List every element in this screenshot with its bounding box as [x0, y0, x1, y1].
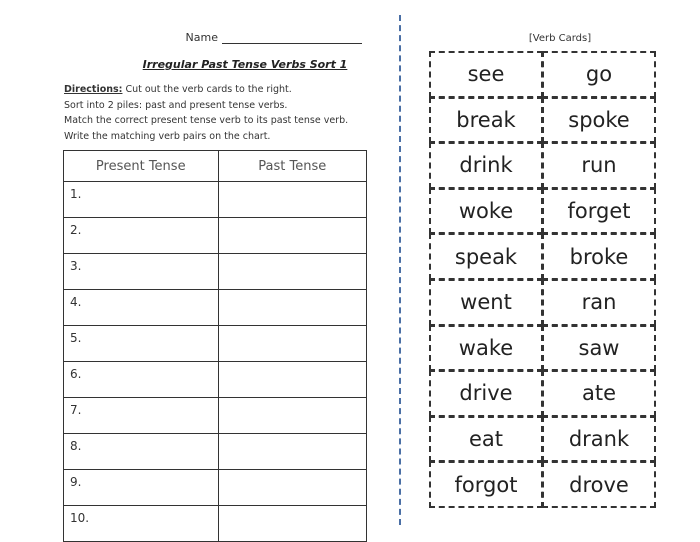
chart-row — [64, 434, 367, 470]
directions-line-4: Write the matching verb pairs on the chart. — [64, 130, 271, 142]
verb-card[interactable]: eat — [429, 416, 543, 463]
past-cell[interactable] — [218, 470, 366, 506]
verb-card[interactable]: woke — [429, 188, 543, 235]
past-cell[interactable] — [218, 254, 366, 290]
verb-card[interactable]: drank — [542, 416, 656, 463]
present-cell[interactable]: 2. — [64, 218, 219, 254]
past-cell[interactable] — [218, 290, 366, 326]
verb-card[interactable]: break — [429, 97, 543, 144]
present-cell[interactable]: 6. — [64, 362, 219, 398]
directions-line-2: Sort into 2 piles: past and present tense verbs. — [64, 99, 288, 111]
verb-chart — [63, 150, 367, 542]
name-label: Name — [185, 31, 218, 44]
chart-row — [64, 398, 367, 434]
chart-row — [64, 254, 367, 290]
directions — [64, 82, 384, 144]
verb-card[interactable]: forgot — [429, 461, 543, 508]
past-cell[interactable] — [218, 326, 366, 362]
verb-card[interactable]: saw — [542, 325, 656, 372]
chart-row — [64, 218, 367, 254]
verb-card[interactable]: drive — [429, 370, 543, 417]
chart-row — [64, 290, 367, 326]
chart-header-row — [64, 151, 367, 182]
chart-row — [64, 326, 367, 362]
chart-row — [64, 362, 367, 398]
cut-line-divider — [399, 15, 401, 525]
past-tense-header: Past Tense — [218, 151, 366, 182]
verb-card[interactable]: speak — [429, 233, 543, 280]
directions-line-3: Match the correct present tense verb to its past tense verb. — [64, 115, 349, 126]
present-cell[interactable]: 7. — [64, 398, 219, 434]
past-cell[interactable] — [218, 434, 366, 470]
verb-card[interactable]: drink — [429, 142, 543, 189]
name-line[interactable] — [222, 43, 362, 44]
present-cell[interactable]: 4. — [64, 290, 219, 326]
verb-card[interactable]: spoke — [542, 97, 656, 144]
directions-lead: Directions: — [64, 84, 123, 95]
verb-card[interactable]: see — [429, 51, 543, 98]
past-cell[interactable] — [218, 362, 366, 398]
present-cell[interactable]: 8. — [64, 434, 219, 470]
chart-row — [64, 470, 367, 506]
present-cell[interactable]: 10. — [64, 506, 219, 542]
verb-cards-grid — [430, 52, 656, 508]
verb-card[interactable]: run — [542, 142, 656, 189]
verb-card[interactable]: wake — [429, 325, 543, 372]
verb-card[interactable]: drove — [542, 461, 656, 508]
worksheet-title: Irregular Past Tense Verbs Sort 1 — [142, 58, 348, 71]
verb-cards-heading: [Verb Cards] — [528, 33, 592, 44]
chart-row — [64, 182, 367, 218]
chart-row — [64, 506, 367, 542]
present-cell[interactable]: 3. — [64, 254, 219, 290]
present-cell[interactable]: 1. — [64, 182, 219, 218]
directions-line-1 — [64, 82, 384, 98]
verb-card[interactable]: go — [542, 51, 656, 98]
verb-card[interactable]: went — [429, 279, 543, 326]
past-cell[interactable] — [218, 398, 366, 434]
verb-card[interactable]: ran — [542, 279, 656, 326]
verb-card[interactable]: broke — [542, 233, 656, 280]
verb-card[interactable]: ate — [542, 370, 656, 417]
present-tense-header: Present Tense — [64, 151, 219, 182]
directions-text-1: Cut out the verb cards to the right. — [122, 84, 292, 95]
verb-card[interactable]: forget — [542, 188, 656, 235]
present-cell[interactable]: 9. — [64, 470, 219, 506]
present-cell[interactable]: 5. — [64, 326, 219, 362]
past-cell[interactable] — [218, 182, 366, 218]
past-cell[interactable] — [218, 506, 366, 542]
past-cell[interactable] — [218, 218, 366, 254]
